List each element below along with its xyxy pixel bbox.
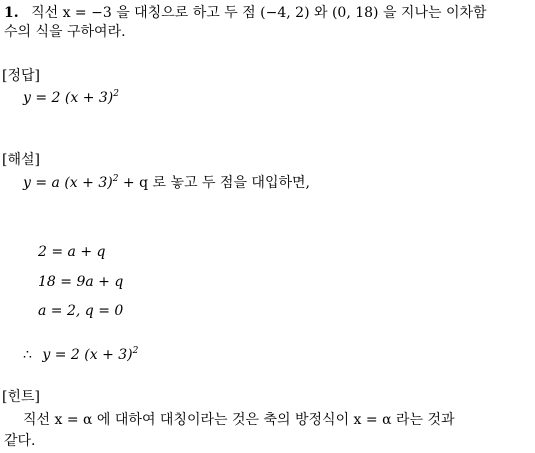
therefore-symbol: ∴ xyxy=(23,347,32,363)
solution-equation-3: a = 2, q = 0 xyxy=(38,303,124,319)
answer-formula-body: y = 2 (x + 3) xyxy=(23,90,114,106)
solution-equation-2: 18 = 9a + q xyxy=(38,274,124,290)
answer-header: [정답] xyxy=(2,68,40,84)
solution-intro-exponent: 2 xyxy=(112,174,119,184)
conclusion-exponent: 2 xyxy=(132,346,139,356)
solution-intro-formula: y = a (x + 3) xyxy=(23,175,113,191)
problem-statement-line1 xyxy=(4,4,487,22)
solution-intro-rest: + q 로 놓고 두 점을 대입하면, xyxy=(118,175,310,191)
solution-equation-1: 2 = a + q xyxy=(38,244,106,260)
problem-number: 1. xyxy=(4,5,19,21)
hint-text-line2: 같다. xyxy=(4,433,36,449)
hint-header: [힌트] xyxy=(2,389,40,405)
answer-formula-exponent: 2 xyxy=(113,89,119,99)
solution-header: [해설] xyxy=(2,152,40,168)
answer-formula xyxy=(23,89,119,107)
problem-text-line2: 수의 식을 구하여라. xyxy=(4,24,126,40)
solution-conclusion xyxy=(23,346,138,364)
conclusion-formula: y = 2 (x + 3) xyxy=(42,347,133,363)
problem-text-line1: 직선 x = −3 을 대칭으로 하고 두 점 (−4, 2) 와 (0, 18) 을 지나는 이차함 xyxy=(31,5,487,21)
hint-text-line1: 직선 x = α 에 대하여 대칭이라는 것은 축의 방정식이 x = α 라는 것과 xyxy=(23,412,455,428)
solution-intro xyxy=(23,174,310,192)
